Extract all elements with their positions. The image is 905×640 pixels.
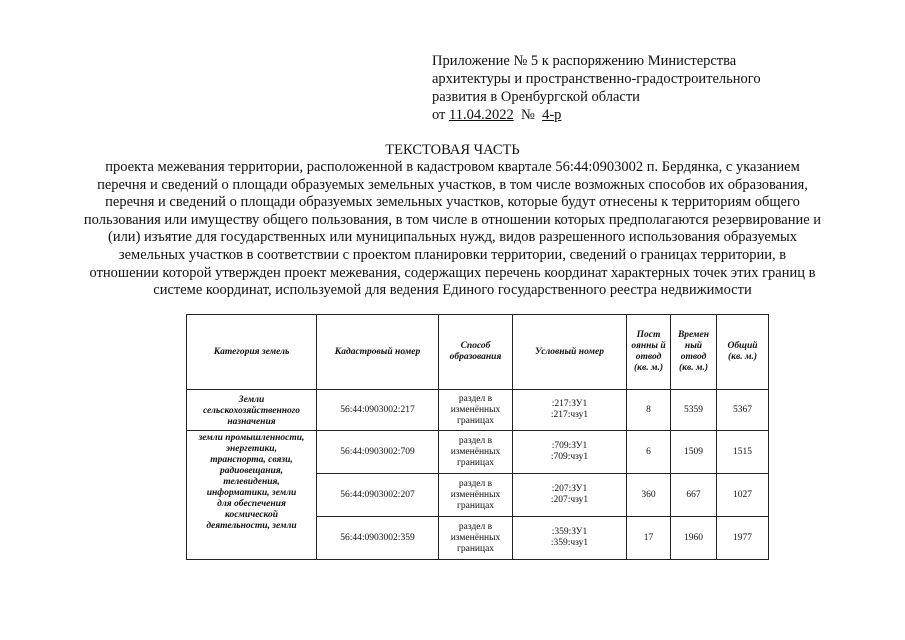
category-industrial: земли промышленности, энергетики, транспорта, связи, радиовещания, телевидения, информатики, земли для обеспечения космической деятельности, земли [198,433,305,531]
subtitle-line: (или) изъятие для государственных или муниципальных нужд, видов разрешенного использования образуемых [107,229,797,246]
cadastral-cell: 56:44:0903002:359 [317,517,439,560]
table-row [187,390,769,431]
header-cadastral: Кадастровый номер [317,315,439,390]
temporary-cell: 667 [671,474,717,517]
order-number: 4-р [542,107,562,123]
permanent-cell: 8 [627,390,671,431]
conditional-number: :207:чзу1 [550,495,589,505]
conditional-number: :359:чзу1 [550,538,589,548]
conditional-number: :709:чзу1 [550,452,589,462]
header-temporary: Времен ный отвод (кв. м.) [671,315,717,390]
cadastral-cell: 56:44:0903002:709 [317,431,439,474]
method-cell: раздел в изменённых границах [439,517,513,560]
method-cell: раздел в изменённых границах [439,474,513,517]
total-cell: 1027 [717,474,769,517]
temporary-cell: 1960 [671,517,717,560]
header-permanent: Пост оянны й отвод (кв. м.) [627,315,671,390]
conditional-number: :217:чзу1 [550,410,589,420]
document-title: ТЕКСТОВАЯ ЧАСТЬ [385,142,520,158]
subtitle-line: системе координат, используемой для ведения Единого государственного реестра недвижимости [153,282,752,299]
land-plots-table [186,314,769,560]
conditional-cell [513,431,627,474]
appendix-line: Приложение № 5 к распоряжению Министерства [432,53,737,69]
appendix-header [432,52,872,124]
subtitle-line: пользования или имуществу общего пользования, в том числе в отношении которых предполагаются резервирование и [83,211,822,228]
conditional-cell [513,390,627,431]
number-prefix: № [513,107,543,123]
total-cell: 5367 [717,390,769,431]
category-agri: Земли сельскохозяйственного назначения [202,394,301,427]
conditional-number: :359:ЗУ1 [551,527,588,537]
appendix-line: развития в Оренбургской области [432,89,640,105]
appendix-line: архитектуры и пространственно-градостроительного [432,71,761,87]
conditional-number: :207:ЗУ1 [551,484,588,494]
document-subtitle [60,159,845,300]
header-method: Способ образования [439,315,513,390]
order-date: 11.04.2022 [449,107,514,123]
temporary-cell: 1509 [671,431,717,474]
subtitle-line: перечня и сведений о площади образуемых земельных участков, в том числе возможных способов их образования, [97,176,808,193]
appendix-date-line [432,106,872,124]
permanent-cell: 360 [627,474,671,517]
conditional-cell [513,474,627,517]
temporary-cell: 5359 [671,390,717,431]
total-cell: 1977 [717,517,769,560]
subtitle-line: отношении которой утвержден проект межевания, содержащих перечень координат характерных точек этих границ в [89,264,816,281]
category-cell [187,431,317,560]
method-cell: раздел в изменённых границах [439,390,513,431]
subtitle-line: перечня и сведений о площади образуемых земельных участков, которые будут отнесены к территориям общего [105,194,800,211]
cadastral-cell: 56:44:0903002:217 [317,390,439,431]
cadastral-cell: 56:44:0903002:207 [317,474,439,517]
date-prefix: от [432,107,450,123]
category-cell [187,390,317,431]
header-total: Общий (кв. м.) [717,315,769,390]
conditional-number: :709:ЗУ1 [551,441,588,451]
table-row [187,431,769,474]
header-category: Категория земель [187,315,317,390]
conditional-cell [513,517,627,560]
permanent-cell: 6 [627,431,671,474]
conditional-number: :217:ЗУ1 [551,399,588,409]
header-conditional: Условный номер [513,315,627,390]
subtitle-line: земельных участков в соответствии с проектом планировки территории, сведений о границах территории, в [118,246,787,263]
method-cell: раздел в изменённых границах [439,431,513,474]
table-header-row [187,315,769,390]
subtitle-line: проекта межевания территории, расположенной в кадастровом квартале 56:44:0903002 п. Бердянка, с указанием [105,159,800,175]
permanent-cell: 17 [627,517,671,560]
total-cell: 1515 [717,431,769,474]
